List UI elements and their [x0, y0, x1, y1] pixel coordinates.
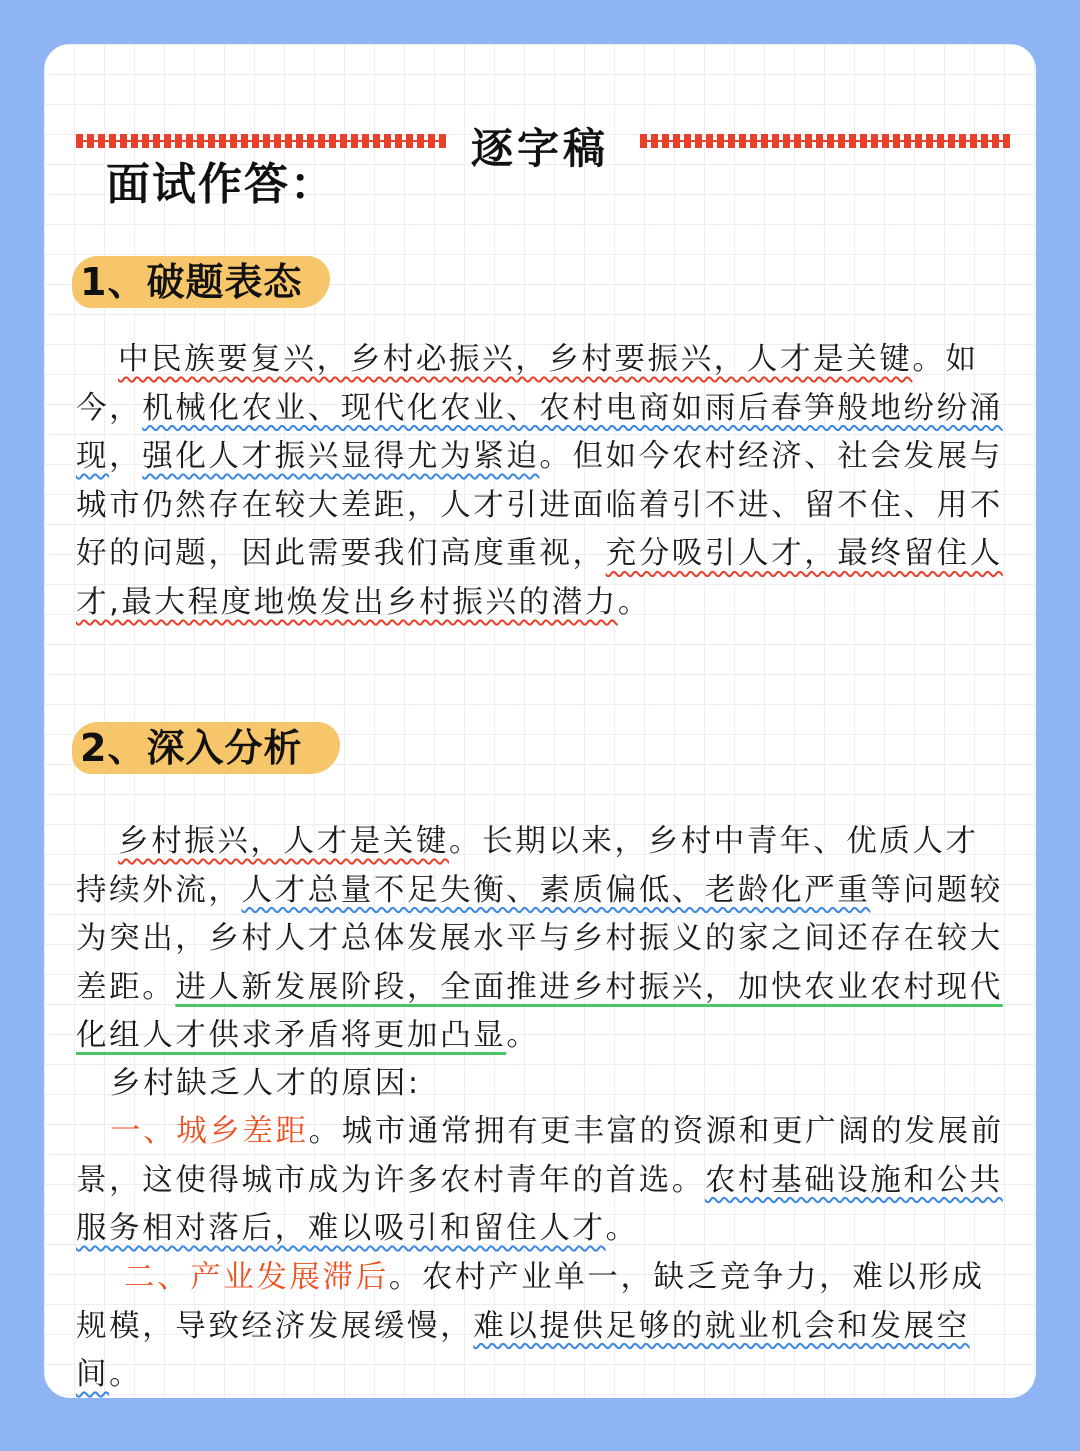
title-header	[44, 94, 1036, 173]
blue-wave-underline: 农村基础设施和公共服务相对落后，难以吸引和留住人才	[76, 1162, 1003, 1247]
blue-wave-underline: 人才总量不足失衡、素质偏低、老龄化严重	[241, 872, 871, 908]
document-card	[44, 44, 1036, 1398]
red-wave-underline: 中民族要复兴，乡村必振兴，乡村要振兴，人才是关键	[118, 342, 913, 377]
section-1-paragraph: 中民族要复兴，乡村必振兴，乡村要振兴，人才是关键。如今，机械化农业、现代化农业、农村电商如雨后春笋般地纷纷涌现，强化人才振兴显得尤为紧迫。但如今农村经济、社会发展与城市仍然存在较大差距，人才引进面临着引不进、留不住、用不好的问题，因此需要我们高度重视，充分吸引人才，最终留住人才,最大程度地焕发出乡村振兴的潜力。	[76, 342, 1003, 620]
green-underline: 进人新发展阶段，全面推进乡村振兴，加快农业农村现代化组人才供求矛盾将更加凸显	[76, 969, 1003, 1054]
reason-2-label: 二、产业发展滞后	[124, 1260, 389, 1295]
blue-wave-underline: 强化人才振兴显得尤为紧迫	[142, 439, 540, 475]
question-label: 面试作答：	[106, 159, 336, 210]
section-2-heading	[72, 716, 302, 774]
reason-1-paragraph: 一、城乡差距。城市通常拥有更丰富的资源和更广阔的发展前景，这使得城市成为许多农村青年的首选。农村基础设施和公共服务相对落后，难以吸引和留住人才。	[76, 1114, 1004, 1247]
section-2-title: 2、深入分析	[80, 726, 303, 770]
reasons-intro: 乡村缺乏人才的原因:	[110, 1066, 421, 1101]
blue-wave-underline: 难以提供足够的就业机会和发展空间	[76, 1308, 970, 1393]
page-title: 逐字稿	[470, 124, 609, 173]
right-diamond-divider	[640, 134, 1010, 148]
reason-2-paragraph: 二、产业发展滞后。农村产业单一，缺乏竞争力，难以形成规模，导致经济发展缓慢，难以提供足够的就业机会和发展空间。	[76, 1260, 985, 1393]
section-2-paragraph: 乡村振兴，人才是关键。长期以来，乡村中青年、优质人才持续外流，人才总量不足失衡、素质偏低、老龄化严重等问题较为突出，乡村人才总体发展水平与乡村振义的家之间还存在较大差距。进人新发展阶段，全面推进乡村振兴，加快农业农村现代化组人才供求矛盾将更加凸显。	[76, 824, 1003, 1054]
red-wave-underline: 乡村振兴，人才是关键	[118, 824, 449, 859]
section-1-heading	[72, 250, 302, 308]
section-1-title: 1、破题表态	[80, 260, 303, 304]
blue-wave-underline: 机械化农业、现代化农业、农村电商如雨后春笋般地纷纷涌现	[76, 390, 1003, 475]
red-wave-underline: 充分吸引人才，最终留住人才,最大程度地焕发出乡村振兴的潜力	[76, 536, 1003, 620]
reason-1-label: 一、城乡差距	[110, 1114, 309, 1149]
